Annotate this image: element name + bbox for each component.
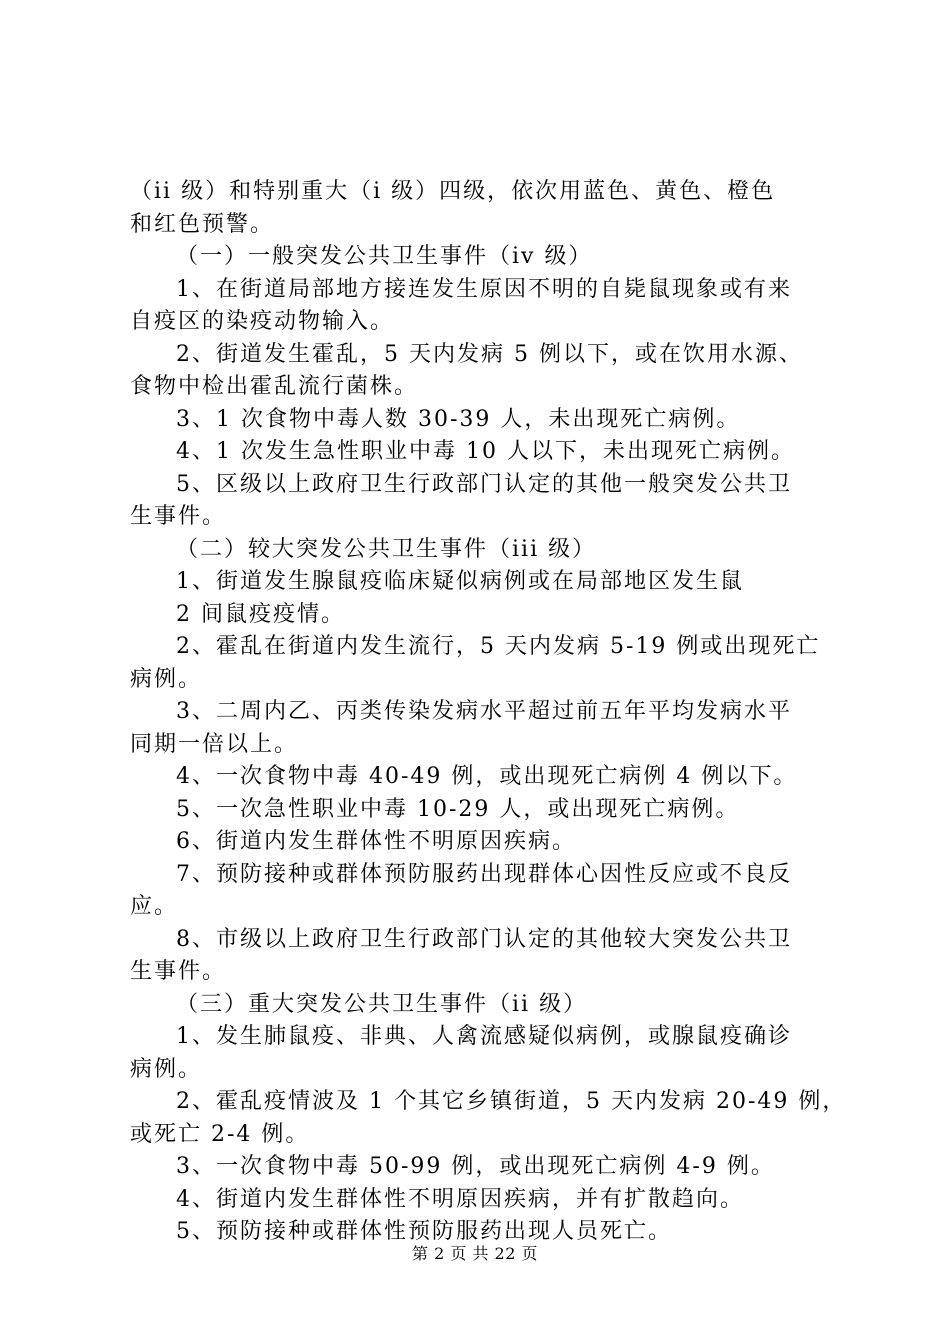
text-line: 食物中检出霍乱流行菌株。 [130, 374, 419, 399]
text-line: 2、霍乱疫情波及 1 个其它乡镇街道，5 天内发病 20-49 例， [176, 1089, 847, 1114]
page-number-footer: 第 2 页 共 22 页 [412, 1244, 538, 1263]
text-line: 2、霍乱在街道内发生流行，5 天内发病 5-19 例或出现死亡 [176, 634, 821, 659]
text-line: 4、一次食物中毒 40-49 例，或出现死亡病例 4 例以下。 [176, 764, 798, 789]
text-line: 4、1 次发生急性职业中毒 10 人以下，未出现死亡病例。 [176, 439, 795, 464]
text-line: 3、1 次食物中毒人数 30-39 人，未出现死亡病例。 [176, 406, 741, 432]
text-line: 和红色预警。 [130, 211, 275, 237]
text-line: 应。 [130, 894, 179, 919]
text-line: 2 间鼠疫疫情。 [176, 601, 345, 627]
text-line: 生事件。 [130, 504, 227, 529]
text-line: 或死亡 2-4 例。 [130, 1121, 310, 1147]
text-line: 8、市级以上政府卫生行政部门认定的其他较大突发公共卫 [176, 926, 792, 952]
text-line: 6、街道内发生群体性不明原因疾病。 [176, 829, 576, 854]
text-line: 5、预防接种或群体性预防服药出现人员死亡。 [176, 1219, 672, 1244]
section-heading: （一）一般突发公共卫生事件（iv 级） [176, 244, 593, 269]
text-line: 3、二周内乙、丙类传染发病水平超过前五年平均发病水平 [176, 699, 792, 724]
text-line: 1、在街道局部地方接连发生原因不明的自毙鼠现象或有来 [176, 276, 792, 302]
text-line: 1、发生肺鼠疫、非典、人禽流感疑似病例，或腺鼠疫确诊 [176, 1024, 792, 1049]
section-heading: （二）较大突发公共卫生事件（iii 级） [176, 536, 597, 562]
text-line: 4、街道内发生群体性不明原因疾病，并有扩散趋向。 [176, 1186, 744, 1212]
text-line: 7、预防接种或群体预防服药出现群体心因性反应或不良反 [176, 861, 792, 887]
text-line: 同期一倍以上。 [130, 731, 299, 757]
text-line: 3、一次食物中毒 50-99 例，或出现死亡病例 4-9 例。 [176, 1154, 775, 1179]
text-line: 生事件。 [130, 959, 227, 984]
text-line: 5、一次急性职业中毒 10-29 人，或出现死亡病例。 [176, 796, 740, 822]
document-body [130, 176, 847, 1249]
text-line: 5、区级以上政府卫生行政部门认定的其他一般突发公共卫 [176, 471, 792, 497]
text-line: 1、街道发生腺鼠疫临床疑似病例或在局部地区发生鼠 [176, 569, 744, 594]
text-line: 自疫区的染疫动物输入。 [130, 309, 395, 334]
section-heading: （三）重大突发公共卫生事件（ii 级） [176, 991, 588, 1017]
text-line: （ii 级）和特别重大（i 级）四级，依次用蓝色、黄色、橙色 [130, 179, 776, 204]
text-line: 2、街道发生霍乱，5 天内发病 5 例以下，或在饮用水源、 [176, 341, 803, 367]
text-line: 病例。 [130, 666, 203, 692]
text-line: 病例。 [130, 1056, 203, 1082]
